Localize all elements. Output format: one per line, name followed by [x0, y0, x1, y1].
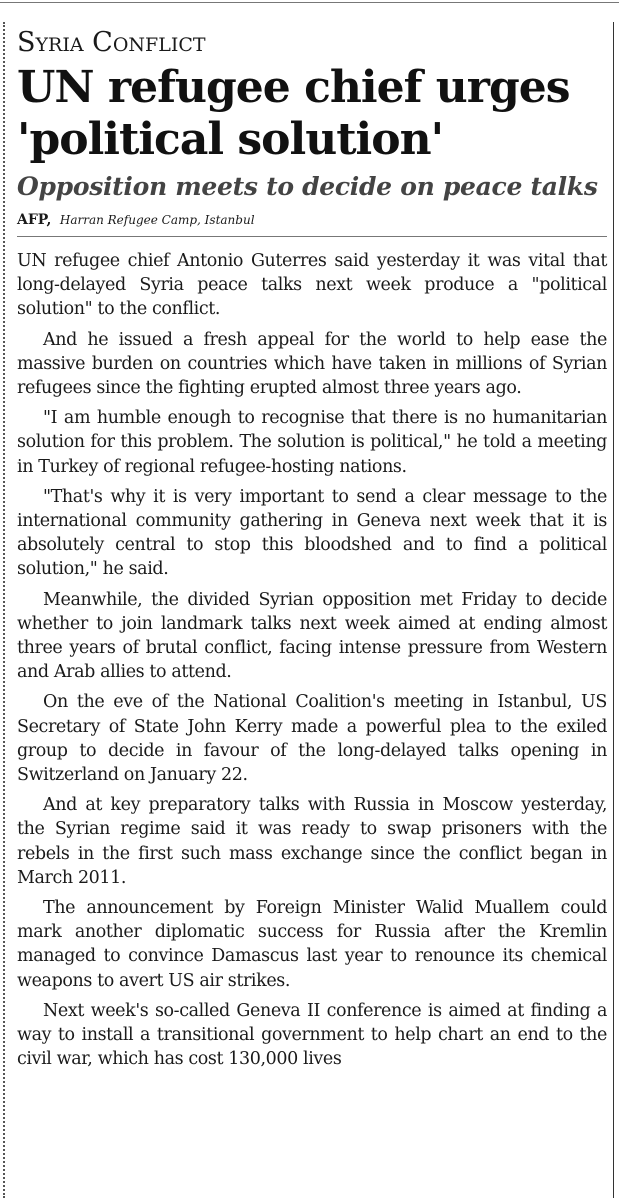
paragraph: "I am humble enough to recognise that there is no humanitarian solution for this problem. The solution is political," he told a meeting in Turkey of regional refugee-hosting nations.: [17, 408, 607, 477]
paragraph: Meanwhile, the divided Syrian opposition met Friday to decide whether to join landmark talks next week aimed at ending almost three years of brutal conflict, facing intense pressure from Western and Arab allies to attend.: [17, 589, 607, 683]
paragraph: And he issued a fresh appeal for the world to help ease the massive burden on countries which have taken in millions of Syrian refugees since the fighting erupted almost three years ago.: [17, 329, 607, 399]
byline-place: Harran Refugee Camp, Istanbul: [59, 213, 255, 227]
byline: [17, 210, 607, 237]
subheadline: Opposition meets to decide on peace talks: [17, 172, 598, 201]
paragraph: And at key preparatory talks with Russia in Moscow yesterday, the Syrian regime said it was ready to swap prisoners with the rebels in the first such mass exchange since the conflict began in March 2011.: [17, 795, 607, 888]
right-column-rule: [613, 22, 614, 1198]
paragraph: Next week's so-called Geneva II conference is aimed at finding a way to install a transitional government to help chart an end to the civil war, which has cost 130,000 lives: [17, 1000, 607, 1070]
article-body: [17, 249, 607, 1072]
byline-agency: AFP,: [17, 212, 52, 228]
news-article: [17, 24, 607, 1078]
left-dotted-border: [3, 22, 5, 1198]
section-kicker: Syria Conflict: [17, 27, 206, 58]
paragraph: UN refugee chief Antonio Guterres said yesterday it was vital that long-delayed Syria peace talks next week produce a "political solution" to the conflict.: [17, 251, 607, 320]
paragraph: On the eve of the National Coalition's meeting in Istanbul, US Secretary of State John Kerry made a powerful plea to the exiled group to decide in favour of the long-delayed talks opening in Switzerland on January 22.: [17, 692, 607, 786]
paragraph: "That's why it is very important to send a clear message to the international community gathering in Geneva next week that it is absolutely central to stop this bloodshed and to find a political solution," he said.: [17, 486, 607, 580]
top-rule: [0, 2, 619, 3]
headline: UN refugee chief urges 'political solution': [17, 62, 570, 165]
paragraph: The announcement by Foreign Minister Walid Muallem could mark another diplomatic success for Russia after the Kremlin managed to convince Damascus last year to renounce its chemical weapons to avert US air strikes.: [17, 898, 607, 991]
